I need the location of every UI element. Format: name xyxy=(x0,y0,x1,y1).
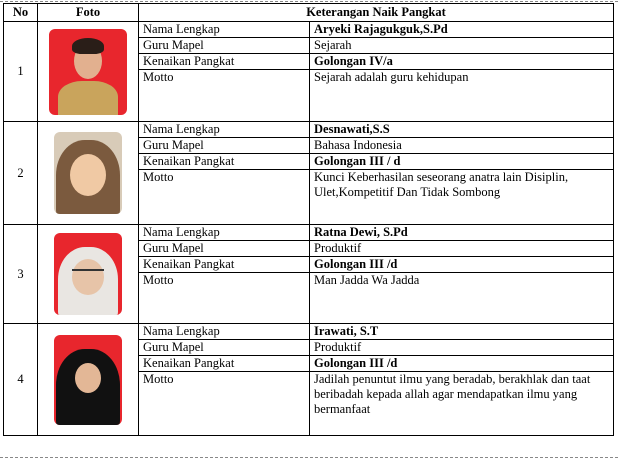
bottom-dashed-border xyxy=(0,457,618,458)
row-number: 4 xyxy=(4,324,38,436)
label-nama: Nama Lengkap xyxy=(139,22,310,38)
value-nama: Irawati, S.T xyxy=(310,324,614,340)
value-nama: Desnawati,S.S xyxy=(310,122,614,138)
label-mapel: Guru Mapel xyxy=(139,38,310,54)
value-mapel: Produktif xyxy=(310,340,614,356)
photo-cell xyxy=(38,324,139,436)
value-mapel: Sejarah xyxy=(310,38,614,54)
teacher-photo xyxy=(54,335,122,425)
value-mapel: Bahasa Indonesia xyxy=(310,138,614,154)
photo-cell xyxy=(38,225,139,324)
teacher-photo xyxy=(54,132,122,214)
table-row xyxy=(4,122,614,138)
label-pangkat: Kenaikan Pangkat xyxy=(139,54,310,70)
table-row xyxy=(4,22,614,38)
label-mapel: Guru Mapel xyxy=(139,138,310,154)
value-pangkat: Golongan III /d xyxy=(310,356,614,372)
label-nama: Nama Lengkap xyxy=(139,122,310,138)
label-pangkat: Kenaikan Pangkat xyxy=(139,154,310,170)
header-no: No xyxy=(4,4,38,22)
table-row xyxy=(4,324,614,340)
teacher-photo xyxy=(54,233,122,315)
label-pangkat: Kenaikan Pangkat xyxy=(139,257,310,273)
teacher-photo xyxy=(49,29,127,115)
label-motto: Motto xyxy=(139,273,310,324)
row-number: 1 xyxy=(4,22,38,122)
label-mapel: Guru Mapel xyxy=(139,340,310,356)
table-row xyxy=(4,225,614,241)
value-pangkat: Golongan III /d xyxy=(310,257,614,273)
value-motto: Jadilah penuntut ilmu yang beradab, berakhlak dan taat beribadah kepada allah agar mendapatkan ilmu yang bermanfaat xyxy=(310,372,614,436)
label-motto: Motto xyxy=(139,70,310,122)
label-nama: Nama Lengkap xyxy=(139,225,310,241)
label-nama: Nama Lengkap xyxy=(139,324,310,340)
photo-cell xyxy=(38,22,139,122)
label-motto: Motto xyxy=(139,372,310,436)
value-mapel: Produktif xyxy=(310,241,614,257)
header-row xyxy=(4,4,614,22)
value-pangkat: Golongan IV/a xyxy=(310,54,614,70)
value-motto: Kunci Keberhasilan seseorang anatra lain Disiplin, Ulet,Kompetitif Dan Tidak Sombong xyxy=(310,170,614,225)
promotion-table xyxy=(3,3,614,436)
label-mapel: Guru Mapel xyxy=(139,241,310,257)
value-nama: Aryeki Rajagukguk,S.Pd xyxy=(310,22,614,38)
value-nama: Ratna Dewi, S.Pd xyxy=(310,225,614,241)
top-dashed-border xyxy=(0,1,618,2)
header-keterangan: Keterangan Naik Pangkat xyxy=(139,4,614,22)
value-motto: Sejarah adalah guru kehidupan xyxy=(310,70,614,122)
header-foto: Foto xyxy=(38,4,139,22)
photo-cell xyxy=(38,122,139,225)
row-number: 2 xyxy=(4,122,38,225)
value-motto: Man Jadda Wa Jadda xyxy=(310,273,614,324)
row-number: 3 xyxy=(4,225,38,324)
value-pangkat: Golongan III / d xyxy=(310,154,614,170)
label-motto: Motto xyxy=(139,170,310,225)
label-pangkat: Kenaikan Pangkat xyxy=(139,356,310,372)
